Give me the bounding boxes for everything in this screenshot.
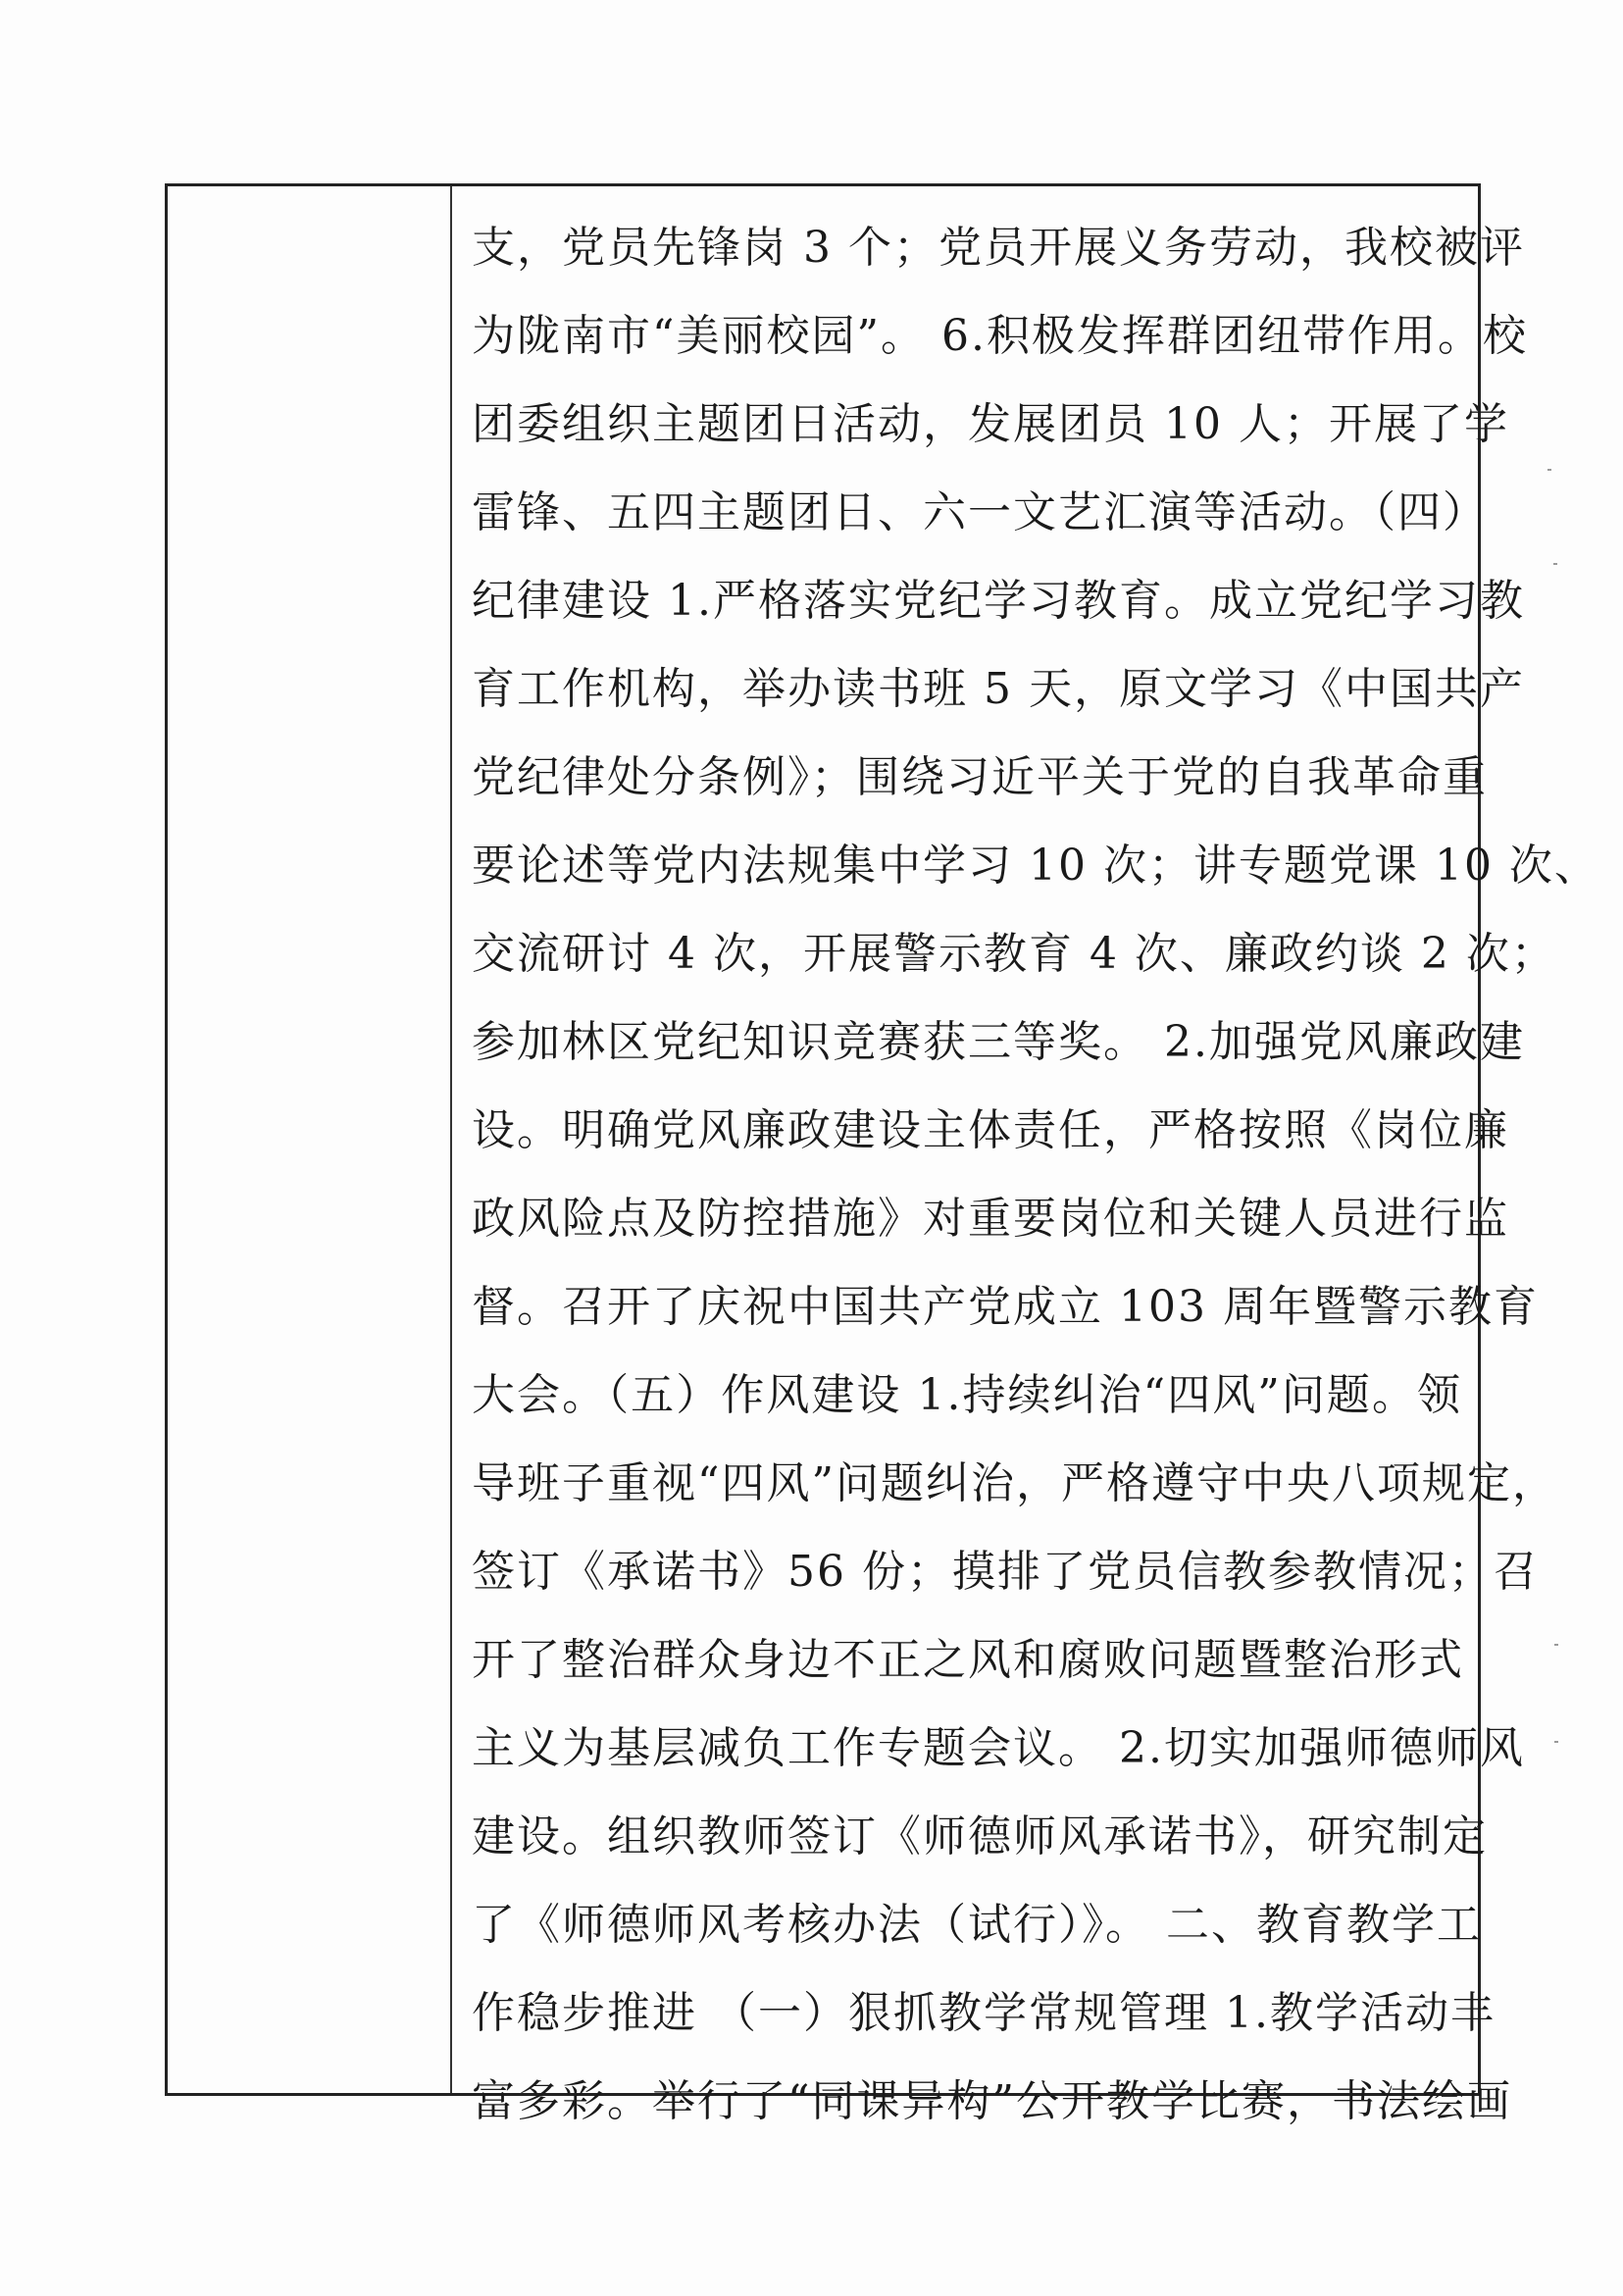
text-line: 交流研讨 4 次，开展警示教育 4 次、廉政约谈 2 次； <box>472 929 1556 979</box>
form-table <box>165 183 1599 2126</box>
text-line: 主义为基层减负工作专题会议。 2.切实加强师德师风 <box>472 1723 1525 1773</box>
text-line: 党纪律处分条例》；围绕习近平关于党的自我革命重 <box>472 752 1488 802</box>
text-line: 督。召开了庆祝中国共产党成立 103 周年暨警示教育 <box>472 1282 1539 1332</box>
text-line: 育工作机构，举办读书班 5 天，原文学习《中国共产 <box>472 664 1525 714</box>
text-line: 富多彩。举行了“同课异构”公开教学比赛，书法绘画 <box>472 2076 1512 2126</box>
text-line: 雷锋、五四主题团日、六一文艺汇演等活动。（四） <box>472 487 1488 537</box>
text-line: 建设。组织教师签订《师德师风承诺书》，研究制定 <box>472 1811 1488 1862</box>
text-line: 大会。（五）作风建设 1.持续纠治“四风”问题。领 <box>472 1370 1462 1420</box>
text-line: 为陇南市“美丽校园”。 6.积极发挥群团纽带作用。校 <box>472 311 1528 361</box>
text-line: 设。明确党风廉政建设主体责任，严格按照《岗位廉 <box>472 1105 1509 1155</box>
body-text <box>472 204 1599 2146</box>
text-line: 纪律建设 1.严格落实党纪学习教育。成立党纪学习教 <box>472 576 1525 626</box>
scan-artifact <box>1553 563 1557 565</box>
text-line: 团委组织主题团日活动，发展团员 10 人；开展了学 <box>472 399 1509 449</box>
table-content-column <box>452 186 1599 2126</box>
text-line: 参加林区党纪知识竞赛获三等奖。 2.加强党风廉政建 <box>472 1017 1525 1067</box>
text-line: 了《师德师风考核办法（试行）》。 二、教育教学工 <box>472 1900 1482 1950</box>
table-label-column <box>168 186 452 2093</box>
scan-artifact <box>1547 469 1551 471</box>
scan-artifact <box>1554 1644 1558 1646</box>
text-line: 政风险点及防控措施》对重要岗位和关键人员进行监 <box>472 1194 1509 1244</box>
scan-artifact <box>1554 1741 1558 1743</box>
text-line: 开了整治群众身边不正之风和腐败问题暨整治形式 <box>472 1635 1464 1685</box>
text-line: 要论述等党内法规集中学习 10 次；讲专题党课 10 次、 <box>472 841 1599 891</box>
text-line: 支，党员先锋岗 3 个；党员开展义务劳动，我校被评 <box>472 223 1525 273</box>
text-line: 签订《承诺书》56 份；摸排了党员信教参教情况；召 <box>472 1547 1539 1597</box>
text-line: 导班子重视“四风”问题纠治，严格遵守中央八项规定， <box>472 1458 1557 1508</box>
text-line: 作稳步推进 （一）狠抓教学常规管理 1.教学活动丰 <box>472 1988 1496 2038</box>
